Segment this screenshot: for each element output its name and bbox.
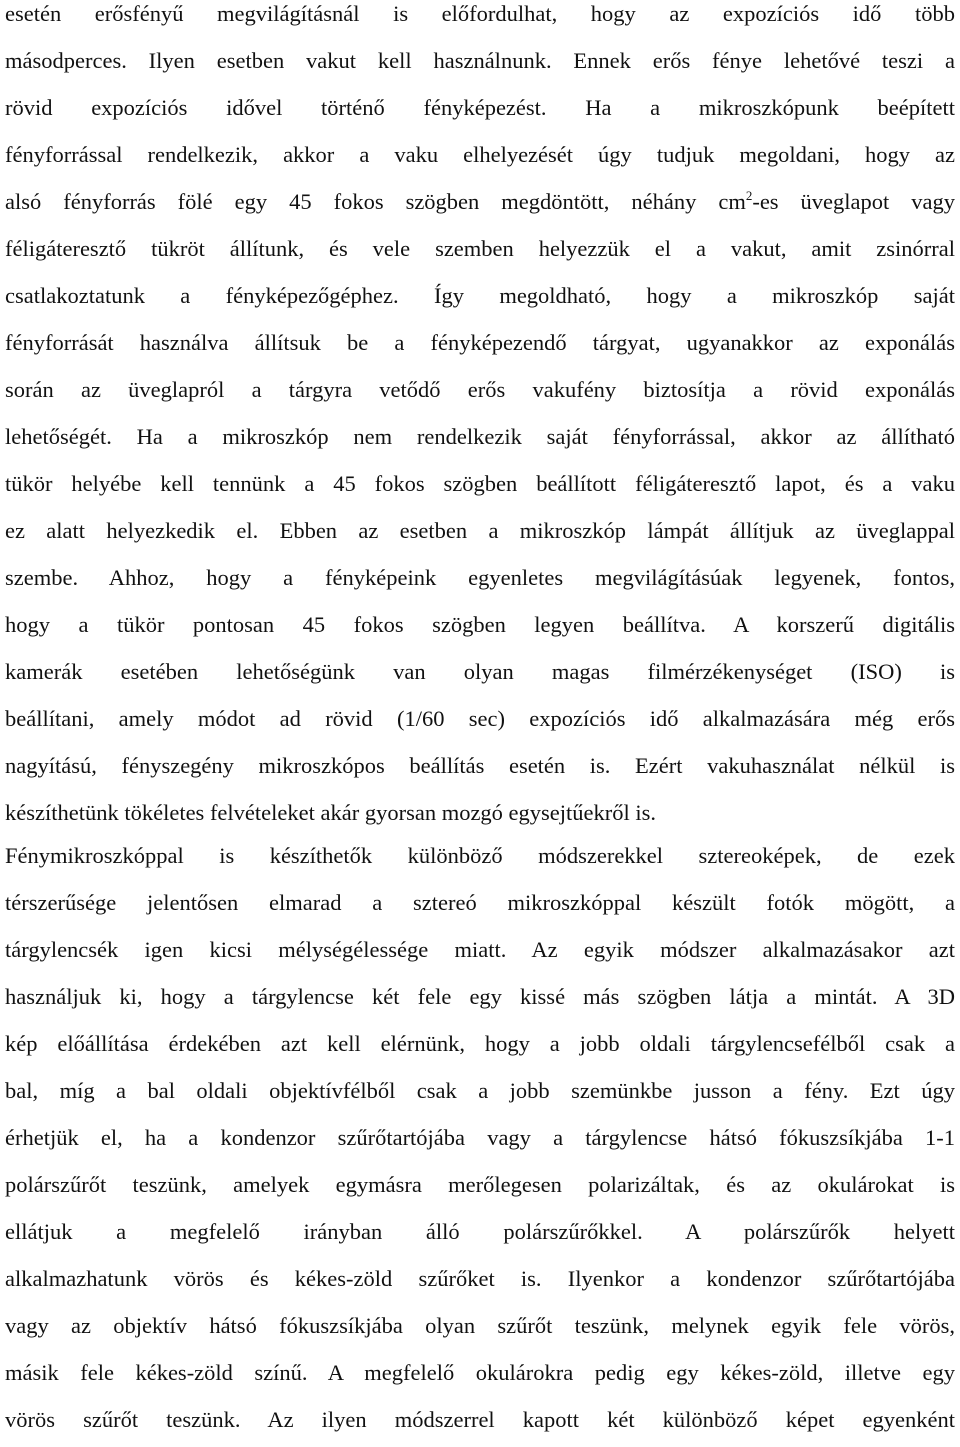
text-line [5,178,955,225]
text-line: használjuk ki, hogy a tárgylencse két fele egy kissé más szögben látja a mintát. A 3D [5,984,955,1009]
text-line: kép előállítása érdekében azt kell elérnünk, hogy a jobb oldali tárgylencsefélből csak a [5,1031,955,1056]
text-line: polárszűrőt teszünk, amelyek egymásra merőlegesen polarizáltak, és az okulárokat is [5,1172,955,1197]
text-line: nagyítású, fényszegény mikroszkópos beállítás esetén is. Ezért vakuhasználat nélkül is [5,753,955,778]
text-line: szembe. Ahhoz, hogy a fényképeink egyenletes megvilágításúak legyenek, fontos, [5,565,955,590]
text-line: fényforrását használva állítsuk be a fényképezendő tárgyat, ugyanakkor az exponálás [5,330,955,355]
text-line: tárgylencsék igen kicsi mélységélessége miatt. Az egyik módszer alkalmazásakor azt [5,937,955,962]
text-line: térszerűsége jelentősen elmarad a sztereó mikroszkóppal készült fotók mögött, a [5,890,955,915]
text-line: féligáteresztő tükröt állítunk, és vele szemben helyezzük el a vakut, amit zsinórral [5,236,955,261]
text-line: bal, míg a bal oldali objektívfélből csak a jobb szemünkbe jusson a fény. Ezt úgy [5,1078,955,1103]
text-line: tükör helyébe kell tennünk a 45 fokos szögben beállított féligáteresztő lapot, és a vaku [5,471,955,496]
text-line: rövid expozíciós idővel történő fényképezést. Ha a mikroszkópunk beépített [5,95,955,120]
text-line: fényforrással rendelkezik, akkor a vaku elhelyezését úgy tudjuk megoldani, hogy az [5,142,955,167]
text-line: lehetőségét. Ha a mikroszkóp nem rendelkezik saját fényforrással, akkor az állítható [5,424,955,449]
text-line: kamerák esetében lehetőségünk van olyan magas filmérzékenységet (ISO) is [5,659,955,684]
text-line: másik fele kékes-zöld színű. A megfelelő okulárokra pedig egy kékes-zöld, illetve egy [5,1360,955,1385]
text-line: vörös szűrőt teszünk. Az ilyen módszerrel kapott két különböző képet egyenként [5,1407,955,1432]
text-line: csatlakoztatunk a fényképezőgéphez. Így megoldható, hogy a mikroszkóp saját [5,283,955,308]
superscript: 2 [745,188,753,203]
paragraph-flash-photography [5,0,955,836]
text-line: Fénymikroszkóppal is készíthetők különböző módszerekkel sztereoképek, de ezek [5,843,955,868]
text-line: során az üveglapról a tárgyra vetődő erős vakufény biztosítja a rövid exponálás [5,377,955,402]
paragraph-stereo-microscopy [5,832,955,1443]
text-line: beállítani, amely módot ad rövid (1/60 sec) expozíciós idő alkalmazására még erős [5,706,955,731]
text-line: érhetjük el, ha a kondenzor szűrőtartójába vagy a tárgylencse hátsó fókuszsíkjába 1-1 [5,1125,955,1150]
text-line: ez alatt helyezkedik el. Ebben az esetben a mikroszkóp lámpát állítjuk az üveglappal [5,518,955,543]
text-line: ellátjuk a megfelelő irányban álló polárszűrőkkel. A polárszűrők helyett [5,1219,955,1244]
text-line: esetén erősfényű megvilágításnál is előfordulhat, hogy az expozíciós idő több [5,1,955,26]
text-segment: alsó fényforrás fölé egy 45 fokos szögben megdöntött, néhány cm [5,189,746,214]
text-line: másodperces. Ilyen esetben vakut kell használnunk. Ennek erős fénye lehetővé teszi a [5,48,955,73]
text-segment: -es üveglapot vagy [752,189,955,214]
text-line: készíthetünk tökéletes felvételeket akár gyorsan mozgó egysejtűekről is. [5,800,657,825]
text-line: alkalmazhatunk vörös és kékes-zöld szűrőket is. Ilyenkor a kondenzor szűrőtartójába [5,1266,955,1291]
text-line: hogy a tükör pontosan 45 fokos szögben legyen beállítva. A korszerű digitális [5,612,955,637]
text-line: vagy az objektív hátsó fókuszsíkjába olyan szűrőt teszünk, melynek egyik fele vörös, [5,1313,955,1338]
